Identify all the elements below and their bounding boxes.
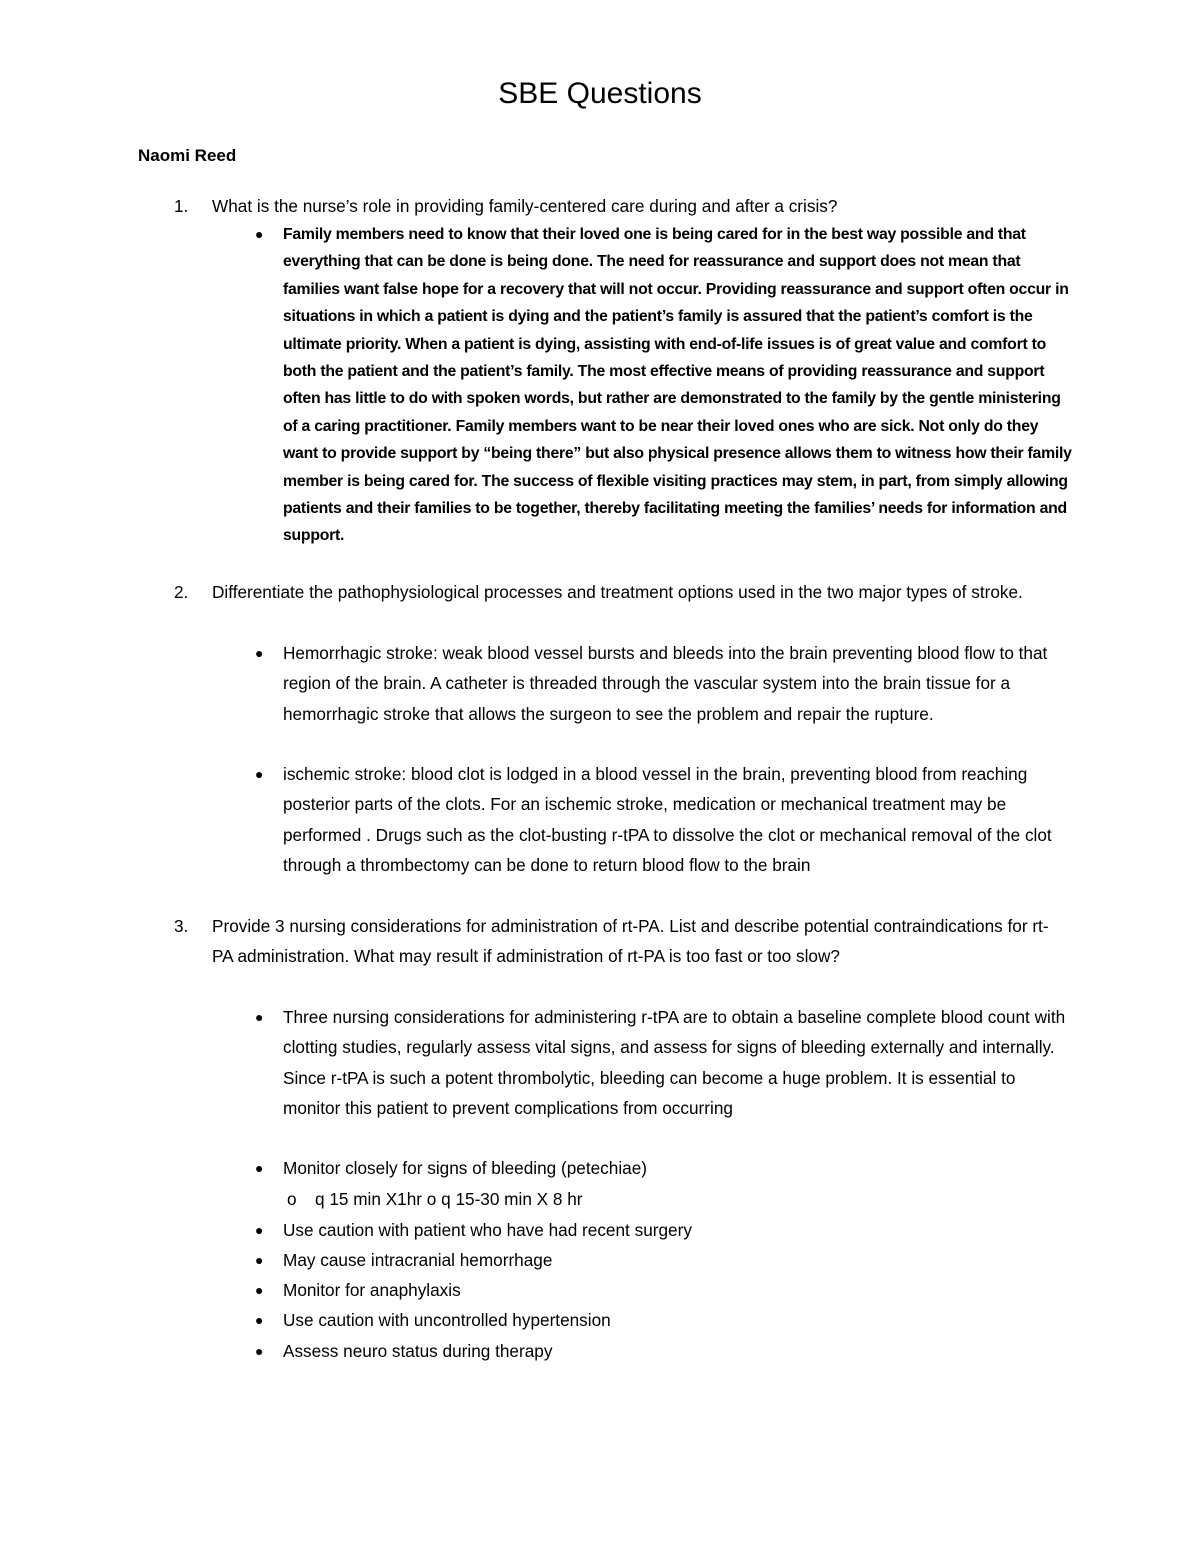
answer-text: Monitor for anaphylaxis (283, 1280, 461, 1300)
bullet-icon: ● (255, 1343, 264, 1359)
question-number: 3. (174, 916, 189, 936)
list-item (255, 1215, 1053, 1245)
sub-bullet-icon: o (287, 1189, 297, 1209)
question-text: What is the nurse’s role in providing family-centered care during and after a crisis? (212, 196, 838, 216)
sub-item-text: q 15 min X1hr o q 15-30 min X 8 hr (315, 1189, 583, 1209)
list-item (255, 1275, 1053, 1305)
list-item (255, 1336, 1053, 1366)
question-1 (174, 191, 1054, 221)
answer-text: May cause intracranial hemorrhage (283, 1250, 553, 1270)
answer-text: Use caution with patient who have had recent surgery (283, 1220, 692, 1240)
list-item (255, 759, 1053, 880)
answer-text: Assess neuro status during therapy (283, 1341, 553, 1361)
bullet-icon: ● (255, 1160, 264, 1176)
question-text: Differentiate the pathophysiological processes and treatment options used in the two major types of stroke. (212, 582, 1023, 602)
list-item (255, 638, 1053, 729)
bullet-icon: ● (255, 1222, 264, 1238)
list-item (255, 1245, 1053, 1275)
question-number: 2. (174, 582, 189, 602)
bullet-icon: ● (255, 1252, 264, 1268)
answer-text: Three nursing considerations for administering r-tPA are to obtain a baseline complete blood count with clotting studies, regularly assess vital signs, and assess for signs of bleeding externally and internally. Since r-tPA is such a potent thrombolytic, bleeding can become a huge problem. It is essential to monitor this patient to prevent complications from occurring (283, 1007, 1066, 1118)
answer-text: Use caution with uncontrolled hypertension (283, 1310, 611, 1330)
question-number: 1. (174, 196, 189, 216)
answer-text: ischemic stroke: blood clot is lodged in a blood vessel in the brain, preventing blood from reaching posterior parts of the clots. For an ischemic stroke, medication or mechanical treatment may be performed . Drugs such as the clot-busting r-tPA to dissolve the clot or mechanical removal of the clot through a thrombectomy can be done to return blood flow to the brain (283, 764, 1052, 875)
answer-text: Family members need to know that their loved one is being cared for in the best way possible and that everything that can be done is being done. The need for reassurance and support does not mean that families want false hope for a recovery that will not occur. Providing reassurance and support often occur in situations in which a patient is dying and the patient’s family is assured that the patient’s comfort is the ultimate priority. When a patient is dying, assisting with end-of-life issues is of great value and comfort to both the patient and the patient’s family. The most effective means of providing reassurance and support often has little to do with spoken words, but rather are demonstrated to the family by the gentle ministering of a caring practitioner. Family members want to be near their loved ones who are sick. Not only do they want to provide support by “being there” but also physical presence allows them to witness how their family member is being cared for. The success of flexible visiting practices may stem, in part, from simply allowing patients and their families to be together, thereby facilitating meeting the families’ needs for information and support. (283, 226, 1072, 545)
bullet-icon: ● (255, 226, 264, 242)
question-3 (174, 911, 1054, 972)
document-title: SBE Questions (498, 77, 702, 110)
sub-list-item (287, 1184, 583, 1214)
list-item (255, 221, 1073, 550)
list-item (255, 1002, 1068, 1123)
answer-text: Hemorrhagic stroke: weak blood vessel bursts and bleeds into the brain preventing blood flow to that region of the brain. A catheter is threaded through the vascular system into the brain tissue for a hemorrhagic stroke that allows the surgeon to see the problem and repair the rupture. (283, 643, 1048, 724)
list-item (255, 1153, 1053, 1183)
author-name: Naomi Reed (138, 146, 237, 165)
bullet-icon: ● (255, 1312, 264, 1328)
bullet-icon: ● (255, 1282, 264, 1298)
question-text: Provide 3 nursing considerations for administration of rt-PA. List and describe potential contraindications for rt-PA administration. What may result if administration of rt-PA is too fast or too slow? (212, 916, 1049, 967)
bullet-icon: ● (255, 645, 264, 661)
list-item (255, 1305, 1053, 1335)
bullet-icon: ● (255, 766, 264, 782)
question-2 (174, 577, 1054, 607)
bullet-icon: ● (255, 1009, 264, 1025)
answer-text: Monitor closely for signs of bleeding (petechiae) (283, 1158, 647, 1178)
